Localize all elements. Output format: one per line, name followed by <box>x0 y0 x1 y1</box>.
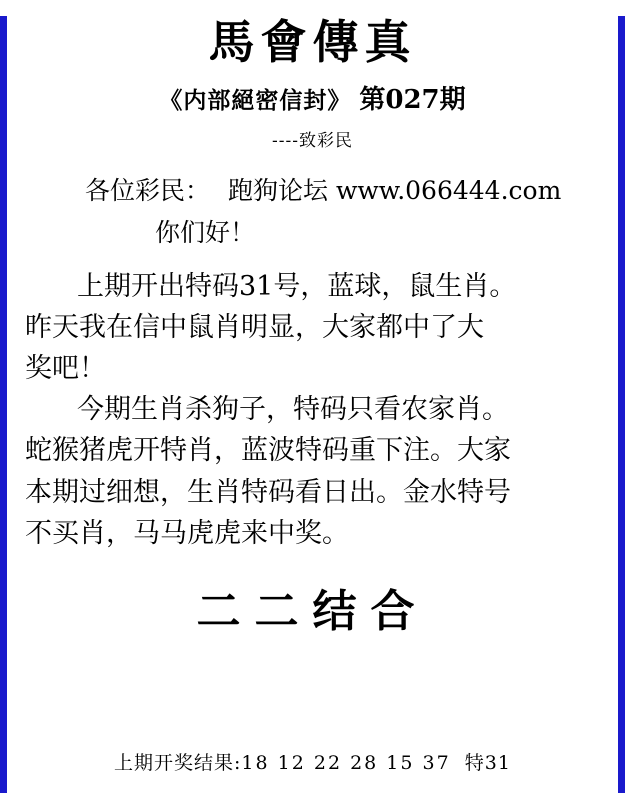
result-special-number: 特31 <box>464 752 511 774</box>
subtitle-secret-label: 《内部絕密信封》 <box>159 86 352 114</box>
greeting-label: 各位彩民： <box>85 175 211 205</box>
body-paragraph: 本期过细想，生肖特码看日出。金水特号 <box>25 476 511 508</box>
issue-number: 第027期 <box>359 84 466 115</box>
greeting-second-line: 你们好！ <box>155 217 256 247</box>
document-page <box>0 16 625 793</box>
previous-draw-result <box>7 748 618 775</box>
body-paragraph: 上期开出特码31号，蓝球，鼠生肖。 <box>77 270 517 302</box>
result-numbers: 18 12 22 28 15 37 <box>241 752 451 774</box>
greeting-line <box>25 171 600 207</box>
body-paragraph: 奖吧！ <box>25 353 106 385</box>
body-paragraph: 昨天我在信中鼠肖明显，大家都中了大 <box>25 312 484 344</box>
dedication-line: ----致彩民 <box>272 130 353 151</box>
body-text <box>25 267 600 553</box>
page-title: 馬會傳真 <box>208 15 417 69</box>
body-paragraph: 今期生肖杀狗子，特码只看农家肖。 <box>77 394 509 426</box>
slogan-text: 二二结合 <box>196 585 429 637</box>
forum-site-text: 跑狗论坛 www.066444.com <box>228 175 562 205</box>
body-paragraph: 蛇猴猪虎开特肖，蓝波特码重下注。大家 <box>25 435 511 467</box>
subtitle-row <box>25 79 600 116</box>
document-body <box>7 16 618 793</box>
body-paragraph: 不买肖，马马虎虎来中奖。 <box>25 517 349 549</box>
result-label: 上期开奖结果: <box>114 752 242 774</box>
